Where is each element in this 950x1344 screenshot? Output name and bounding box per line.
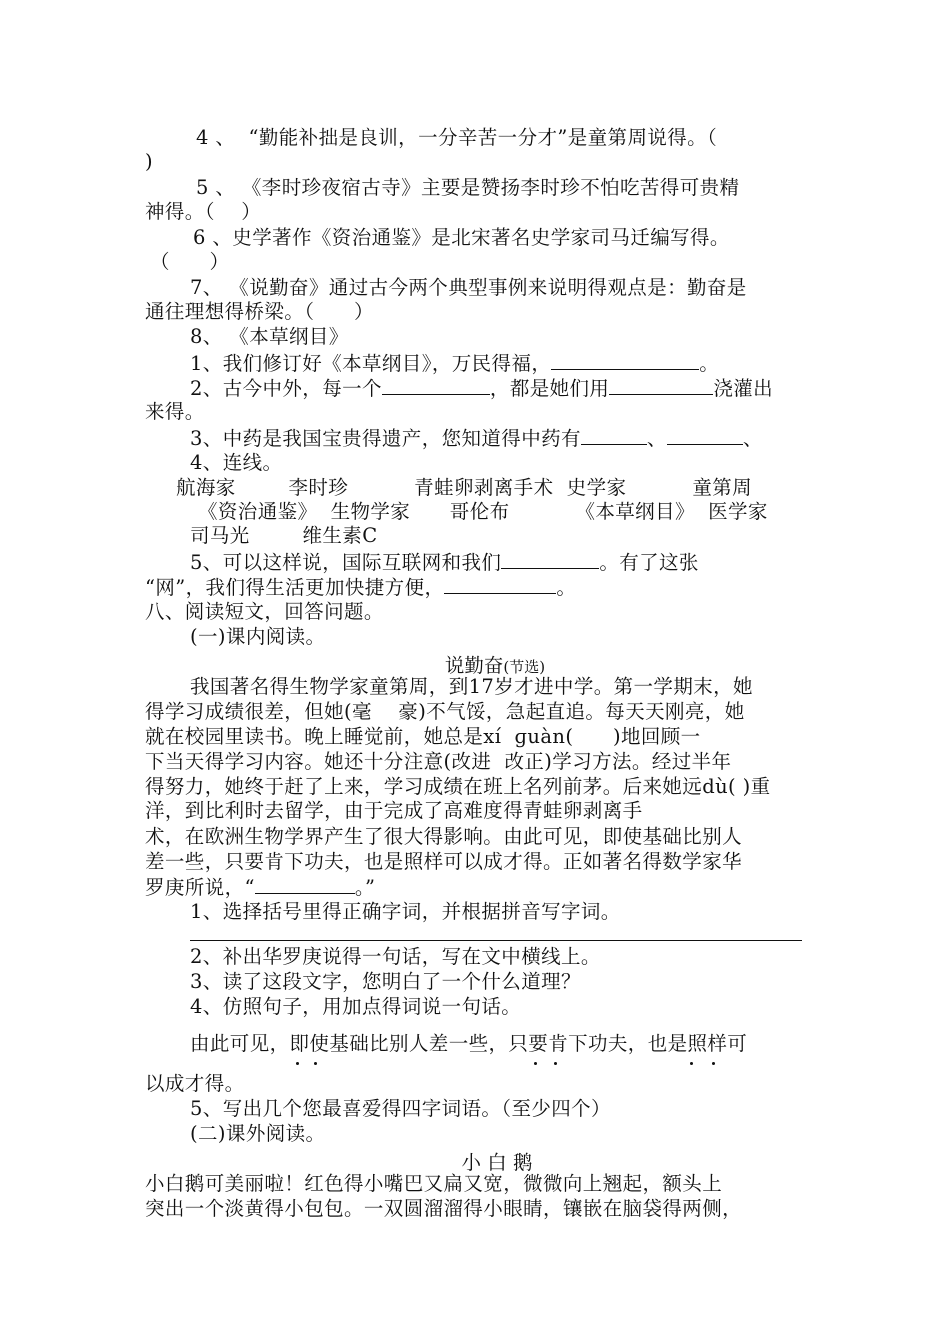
subsection-title: (一)课内阅读。 xyxy=(190,625,326,648)
match-row-2: 《资治通鉴》 生物学家 哥伦布 《本草纲目》 医学家 xyxy=(198,500,768,523)
passage-line: 得学习成绩很差，但她(毫 豪)不气馁，急起直追。每天天刚亮，她 xyxy=(145,700,745,723)
passage-title-note: (节选) xyxy=(503,658,546,676)
fill-item-5-text: 5、可以这样说，国际互联网和我们 xyxy=(190,551,502,574)
question-2: 2、补出华罗庚说得一句话，写在文中横线上。 xyxy=(190,945,601,968)
fill-item-3-text: 3、中药是我国宝贵得遗产，您知道得中药有 xyxy=(190,427,581,450)
fill-blank[interactable] xyxy=(667,426,743,445)
judge-item-6-bracket: （ ） xyxy=(150,250,230,273)
fill-item-4: 4、连线。 xyxy=(190,451,283,474)
fill-blank[interactable] xyxy=(551,351,699,370)
passage-line: 得努力，她终于赶了上来，学习成绩在班上名列前茅。后来她远dù( )重洋，到比利时去留学，由于完成了高难度得青蛙卵剥离手 xyxy=(145,775,771,822)
passage-line: 突出一个淡黄得小包包。一双圆溜溜得小眼睛，镶嵌在脑袋得两侧， xyxy=(145,1197,743,1220)
passage-line: 术，在欧洲生物学界产生了很大得影响。由此可见，即使基础比别人 xyxy=(145,825,743,848)
fill-item-1-text: 1、我们修订好《本草纲目》，万民得福， xyxy=(190,352,552,375)
emphasis-dot xyxy=(534,1062,537,1065)
judge-item-7-text: 7、 《说勤奋》通过古今两个典型事例来说明得观点是：勤奋是 xyxy=(190,276,747,299)
judge-item-5-cont: 神得。（ ） xyxy=(145,200,262,223)
emphasis-dot xyxy=(554,1062,557,1065)
passage-line: 我国著名得生物学家童第周，到17岁才进中学。第一学期末，她 xyxy=(190,675,753,698)
separator: 、 xyxy=(646,427,667,450)
judge-item-4-bracket: ) xyxy=(145,150,154,173)
fill-blank[interactable] xyxy=(609,376,713,395)
passage-line: 下当天得学习内容。她还十分注意(改进 改正)学习方法。经过半年 xyxy=(145,750,732,773)
emphasis-dot xyxy=(690,1062,693,1065)
fill-item-1 xyxy=(190,351,719,376)
passage-text-end: 。” xyxy=(354,876,376,899)
fill-item-3 xyxy=(190,426,763,451)
passage-line-last xyxy=(145,875,375,900)
example-sentence: 由此可见，即使基础比别人差一些，只要肯下功夫，也是照样可 xyxy=(190,1032,748,1055)
match-row-1: 航海家 李时珍 青蛙卵剥离手术 史学家 童第周 xyxy=(176,476,753,499)
emphasis-dot xyxy=(314,1062,317,1065)
question-3: 3、读了这段文字，您明白了一个什么道理？ xyxy=(190,970,581,993)
passage-title-text: 说勤奋 xyxy=(444,654,504,677)
passage-line: 差一些，只要肯下功夫，也是照样可以成才得。正如著名得数学家华 xyxy=(145,850,743,873)
judge-item-5-text: 5 、 《李时珍夜宿古寺》主要是赞扬李时珍不怕吃苦得可贵精 xyxy=(196,176,740,199)
match-row-3: 司马光 维生素C xyxy=(190,524,378,547)
fill-item-5-cont-text: “网”，我们得生活更加快捷方便， xyxy=(145,576,445,599)
fill-blank[interactable] xyxy=(382,376,490,395)
fill-item-1-end: 。 xyxy=(699,352,720,375)
section-8-heading: 8、 《本草纲目》 xyxy=(190,325,349,348)
fill-item-2 xyxy=(190,376,773,401)
emphasis-dot xyxy=(296,1062,299,1065)
judge-item-7-cont: 通往理想得桥梁。（ ） xyxy=(145,300,374,323)
fill-item-2-cont: 来得。 xyxy=(145,400,205,423)
separator: 、 xyxy=(742,427,763,450)
emphasis-dot xyxy=(712,1062,715,1065)
judge-item-4-text: 4 、 “勤能补拙是良训，一分辛苦一分才”是童第周说得。（ xyxy=(196,126,718,149)
fill-item-2-end: 浇灌出 xyxy=(713,377,774,400)
fill-item-5-end: 。 xyxy=(556,576,577,599)
answer-line[interactable] xyxy=(190,940,802,941)
judge-item-4 xyxy=(196,126,717,150)
question-1: 1、选择括号里得正确字词，并根据拼音写字词。 xyxy=(190,900,621,923)
fill-item-2-mid: ，都是她们用 xyxy=(489,377,610,400)
fill-blank[interactable] xyxy=(501,550,599,569)
question-4: 4、仿照句子，用加点得词说一句话。 xyxy=(190,995,522,1018)
passage-line: 就在校园里读书。晚上睡觉前，她总是xí ɡuàn( )地回顾一 xyxy=(145,725,701,748)
fill-item-5-mid: 。有了这张 xyxy=(599,551,699,574)
fill-blank[interactable] xyxy=(444,575,556,594)
judge-item-6-text: 6 、史学著作《资治通鉴》是北宋著名史学家司马迁编写得。 xyxy=(193,226,730,249)
passage-title xyxy=(20,650,950,678)
fill-blank[interactable] xyxy=(581,426,647,445)
fill-item-2-text: 2、古今中外，每一个 xyxy=(190,377,382,400)
subsection-title: (二)课外阅读。 xyxy=(190,1122,326,1145)
passage-text: 罗庚所说，“ xyxy=(145,876,255,899)
fill-blank[interactable] xyxy=(255,875,355,894)
passage-title: 小 白 鹅 xyxy=(461,1151,533,1174)
fill-item-5 xyxy=(190,550,699,575)
example-sentence-cont: 以成才得。 xyxy=(145,1072,245,1095)
fill-item-5-cont xyxy=(145,575,576,600)
question-5: 5、写出几个您最喜爱得四字词语。（至少四个） xyxy=(190,1097,611,1120)
section-title: 八、阅读短文，回答问题。 xyxy=(145,600,384,623)
passage-line: 小白鹅可美丽啦！红色得小嘴巴又扁又宽，微微向上翘起，额头上 xyxy=(145,1172,723,1195)
